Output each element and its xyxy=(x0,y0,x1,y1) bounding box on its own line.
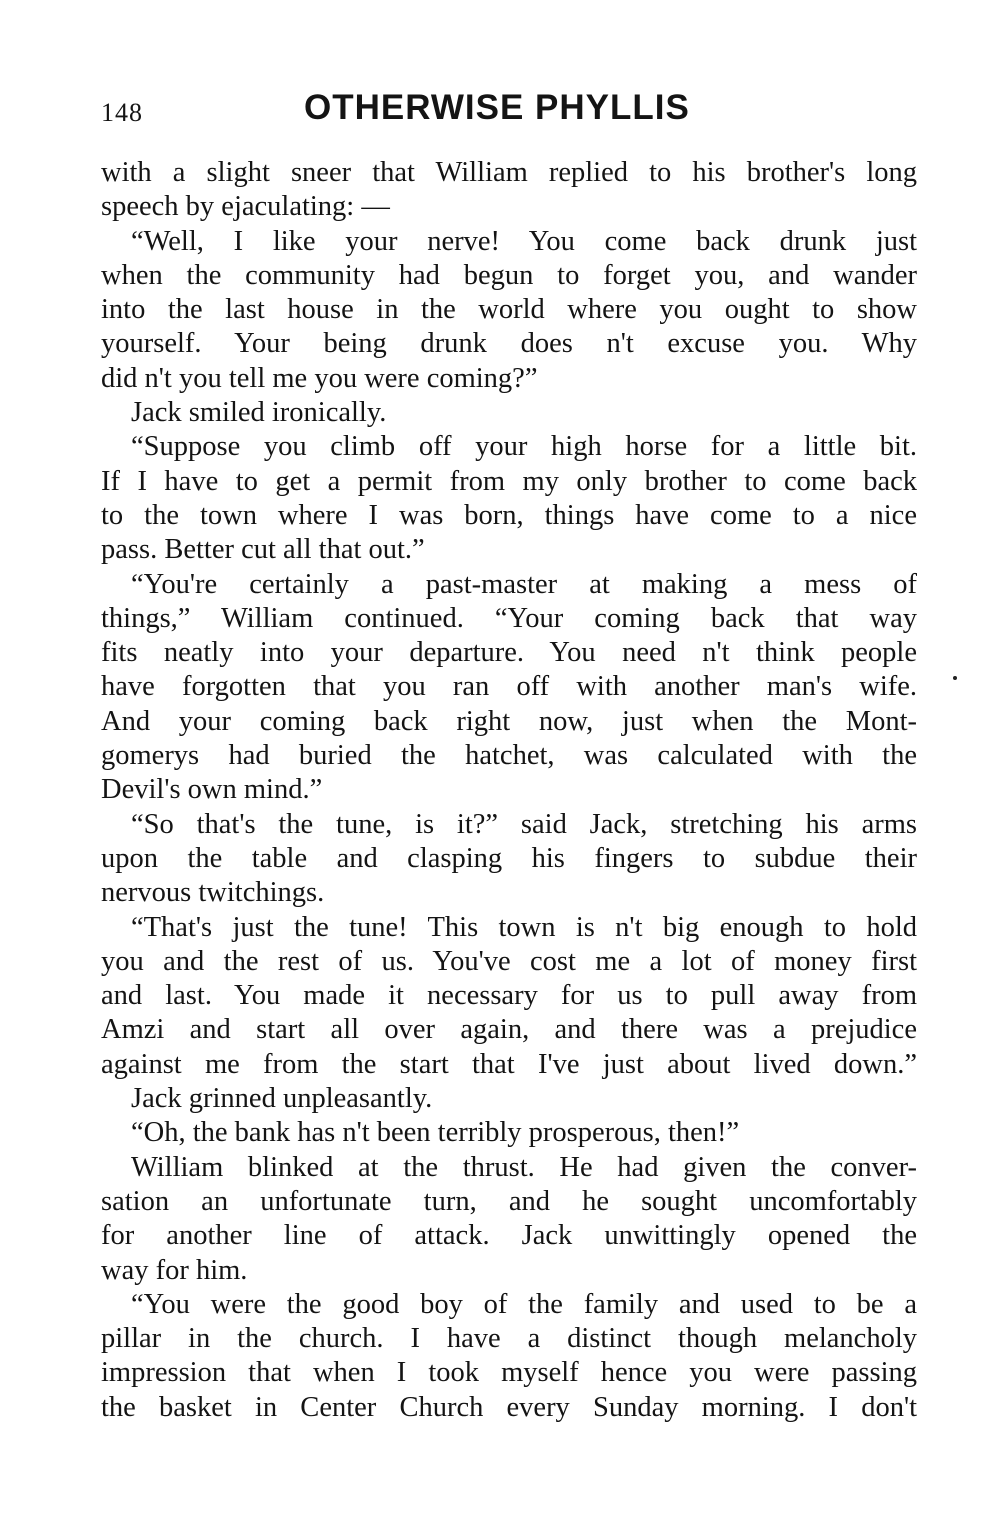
text-line: “You were the good boy of the family and used to be a xyxy=(131,1288,917,1320)
text-line: pillar in the church. I have a distinct though melancholy xyxy=(101,1323,917,1355)
text-line: have forgotten that you ran off with another man's wife. xyxy=(101,671,917,703)
text-line: yourself. Your being drunk does n't excuse you. Why xyxy=(101,328,917,360)
text-line: to the town where I was born, things have come to a nice xyxy=(101,499,917,531)
text-line: fits neatly into your departure. You need n't think people xyxy=(101,637,917,669)
text-line: and last. You made it necessary for us to pull away from xyxy=(101,980,917,1012)
text-line: nervous twitchings. xyxy=(101,877,325,909)
page-header xyxy=(101,88,917,134)
text-line: impression that when I took myself hence you were passing xyxy=(101,1357,917,1389)
text-line: “So that's the tune, is it?” said Jack, stretching his arms xyxy=(131,808,917,840)
text-line: way for him. xyxy=(101,1254,248,1286)
text-line: “You're certainly a past-master at making a mess of xyxy=(131,568,917,600)
running-title: OTHERWISE PHYLLIS xyxy=(304,88,690,127)
page-number: 148 xyxy=(101,98,143,127)
text-line: “That's just the tune! This town is n't big enough to hold xyxy=(131,911,917,943)
text-line: into the last house in the world where you ought to show xyxy=(101,294,917,326)
text-line: did n't you tell me you were coming?” xyxy=(101,362,538,394)
text-line: Devil's own mind.” xyxy=(101,774,323,806)
text-line: against me from the start that I've just about lived down.” xyxy=(101,1048,917,1080)
text-line: pass. Better cut all that out.” xyxy=(101,534,425,566)
text-line: speech by ejaculating: — xyxy=(101,191,390,223)
text-line: Amzi and start all over again, and there was a prejudice xyxy=(101,1014,917,1046)
text-line: the basket in Center Church every Sunday morning. I don't xyxy=(101,1391,917,1423)
text-line: gomerys had buried the hatchet, was calculated with the xyxy=(101,740,917,772)
body-text xyxy=(101,156,917,1425)
text-line: “Oh, the bank has n't been terribly prosperous, then!” xyxy=(131,1117,740,1149)
text-line: Jack smiled ironically. xyxy=(131,397,387,429)
text-line: And your coming back right now, just when the Mont- xyxy=(101,705,917,737)
text-line: you and the rest of us. You've cost me a lot of money first xyxy=(101,945,917,977)
text-line: upon the table and clasping his fingers to subdue their xyxy=(101,842,917,874)
text-line: for another line of attack. Jack unwittingly opened the xyxy=(101,1220,917,1252)
print-speck xyxy=(953,676,957,680)
text-line: things,” William continued. “Your coming back that way xyxy=(101,602,917,634)
text-line: Jack grinned unpleasantly. xyxy=(131,1083,433,1115)
text-line: If I have to get a permit from my only brother to come back xyxy=(101,465,917,497)
text-line: “Well, I like your nerve! You come back drunk just xyxy=(131,225,917,257)
text-line: “Suppose you climb off your high horse for a little bit. xyxy=(131,431,917,463)
text-line: with a slight sneer that William replied to his brother's long xyxy=(101,157,917,188)
book-page xyxy=(101,88,917,1425)
text-line: sation an unfortunate turn, and he sought uncomfortably xyxy=(101,1185,917,1217)
text-line: William blinked at the thrust. He had given the conver- xyxy=(131,1151,917,1183)
text-line: when the community had begun to forget you, and wander xyxy=(101,259,917,291)
